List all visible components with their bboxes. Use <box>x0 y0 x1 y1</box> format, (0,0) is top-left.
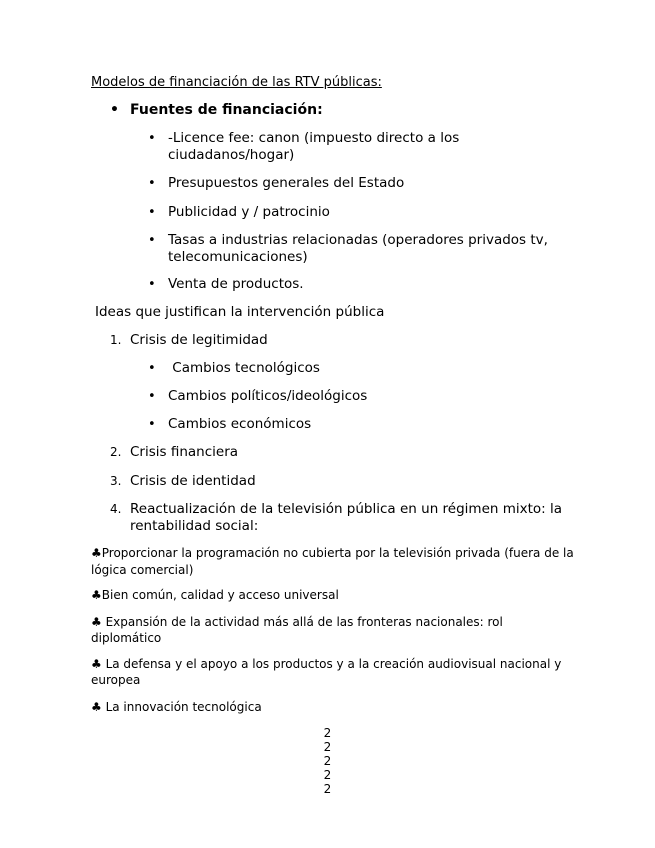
idea-item-1: Crisis de legitimidad <box>130 332 268 348</box>
bullet: • <box>148 233 156 248</box>
fuente-item-1-line-2: ciudadanos/hogar) <box>168 147 295 163</box>
club-icon: ♣ <box>91 700 102 714</box>
sub-item-1: Cambios tecnológicos <box>168 360 320 376</box>
bullet: • <box>148 277 156 292</box>
club-item-1-line-2: lógica comercial) <box>91 563 194 577</box>
page-number: 2 <box>323 740 332 754</box>
document-title: Modelos de financiación de las RTV públicas: <box>91 75 382 90</box>
club-item-4-line-2: europea <box>91 673 141 687</box>
ideas-heading: Ideas que justifican la intervención pública <box>95 304 385 320</box>
bullet: • <box>148 131 156 146</box>
sub-item-3: Cambios económicos <box>168 416 312 432</box>
club-icon: ♣ <box>91 546 102 560</box>
fuente-item-5: Venta de productos. <box>168 276 304 292</box>
page-number: 2 <box>323 754 332 768</box>
bullet: • <box>110 102 119 118</box>
club-icon: ♣ <box>91 588 102 602</box>
fuente-item-4-line-1: Tasas a industrias relacionadas (operadores privados tv, <box>168 232 548 248</box>
bullet: • <box>148 205 156 220</box>
page-number: 2 <box>323 782 332 796</box>
fuente-item-3: Publicidad y / patrocinio <box>168 204 330 220</box>
club-item-1-line-1: ♣Proporcionar la programación no cubierta por la televisión privada (fuera de la <box>91 546 574 560</box>
club-item-2: ♣Bien común, calidad y acceso universal <box>91 588 339 602</box>
club-item-3-line-2: diplomático <box>91 631 162 645</box>
idea-item-3: Crisis de identidad <box>130 473 256 489</box>
bullet: • <box>148 389 156 404</box>
list-number: 3. <box>110 474 122 488</box>
idea-item-2: Crisis financiera <box>130 444 239 460</box>
club-icon: ♣ <box>91 615 102 629</box>
fuentes-heading: Fuentes de financiación: <box>130 102 323 118</box>
fuente-item-1-line-1: -Licence fee: canon (impuesto directo a los <box>168 130 460 146</box>
club-item-5: ♣ La innovación tecnológica <box>91 700 262 714</box>
sub-item-2: Cambios políticos/ideológicos <box>168 388 368 404</box>
club-item-3-line-1: ♣ Expansión de la actividad más allá de las fronteras nacionales: rol <box>91 615 503 629</box>
list-number: 4. <box>110 502 122 516</box>
page-number: 2 <box>323 726 332 740</box>
list-number: 2. <box>110 445 122 459</box>
idea-item-4-line-2: rentabilidad social: <box>130 518 259 534</box>
list-number: 1. <box>110 333 122 347</box>
idea-item-4-line-1: Reactualización de la televisión pública en un régimen mixto: la <box>130 501 563 517</box>
fuente-item-2: Presupuestos generales del Estado <box>168 175 405 191</box>
club-item-4-line-1: ♣ La defensa y el apoyo a los productos y a la creación audiovisual nacional y <box>91 657 562 671</box>
club-icon: ♣ <box>91 657 102 671</box>
fuente-item-4-line-2: telecomunicaciones) <box>168 249 308 265</box>
page-number: 2 <box>323 768 332 782</box>
bullet: • <box>148 417 156 432</box>
bullet: • <box>148 361 156 376</box>
bullet: • <box>148 176 156 191</box>
